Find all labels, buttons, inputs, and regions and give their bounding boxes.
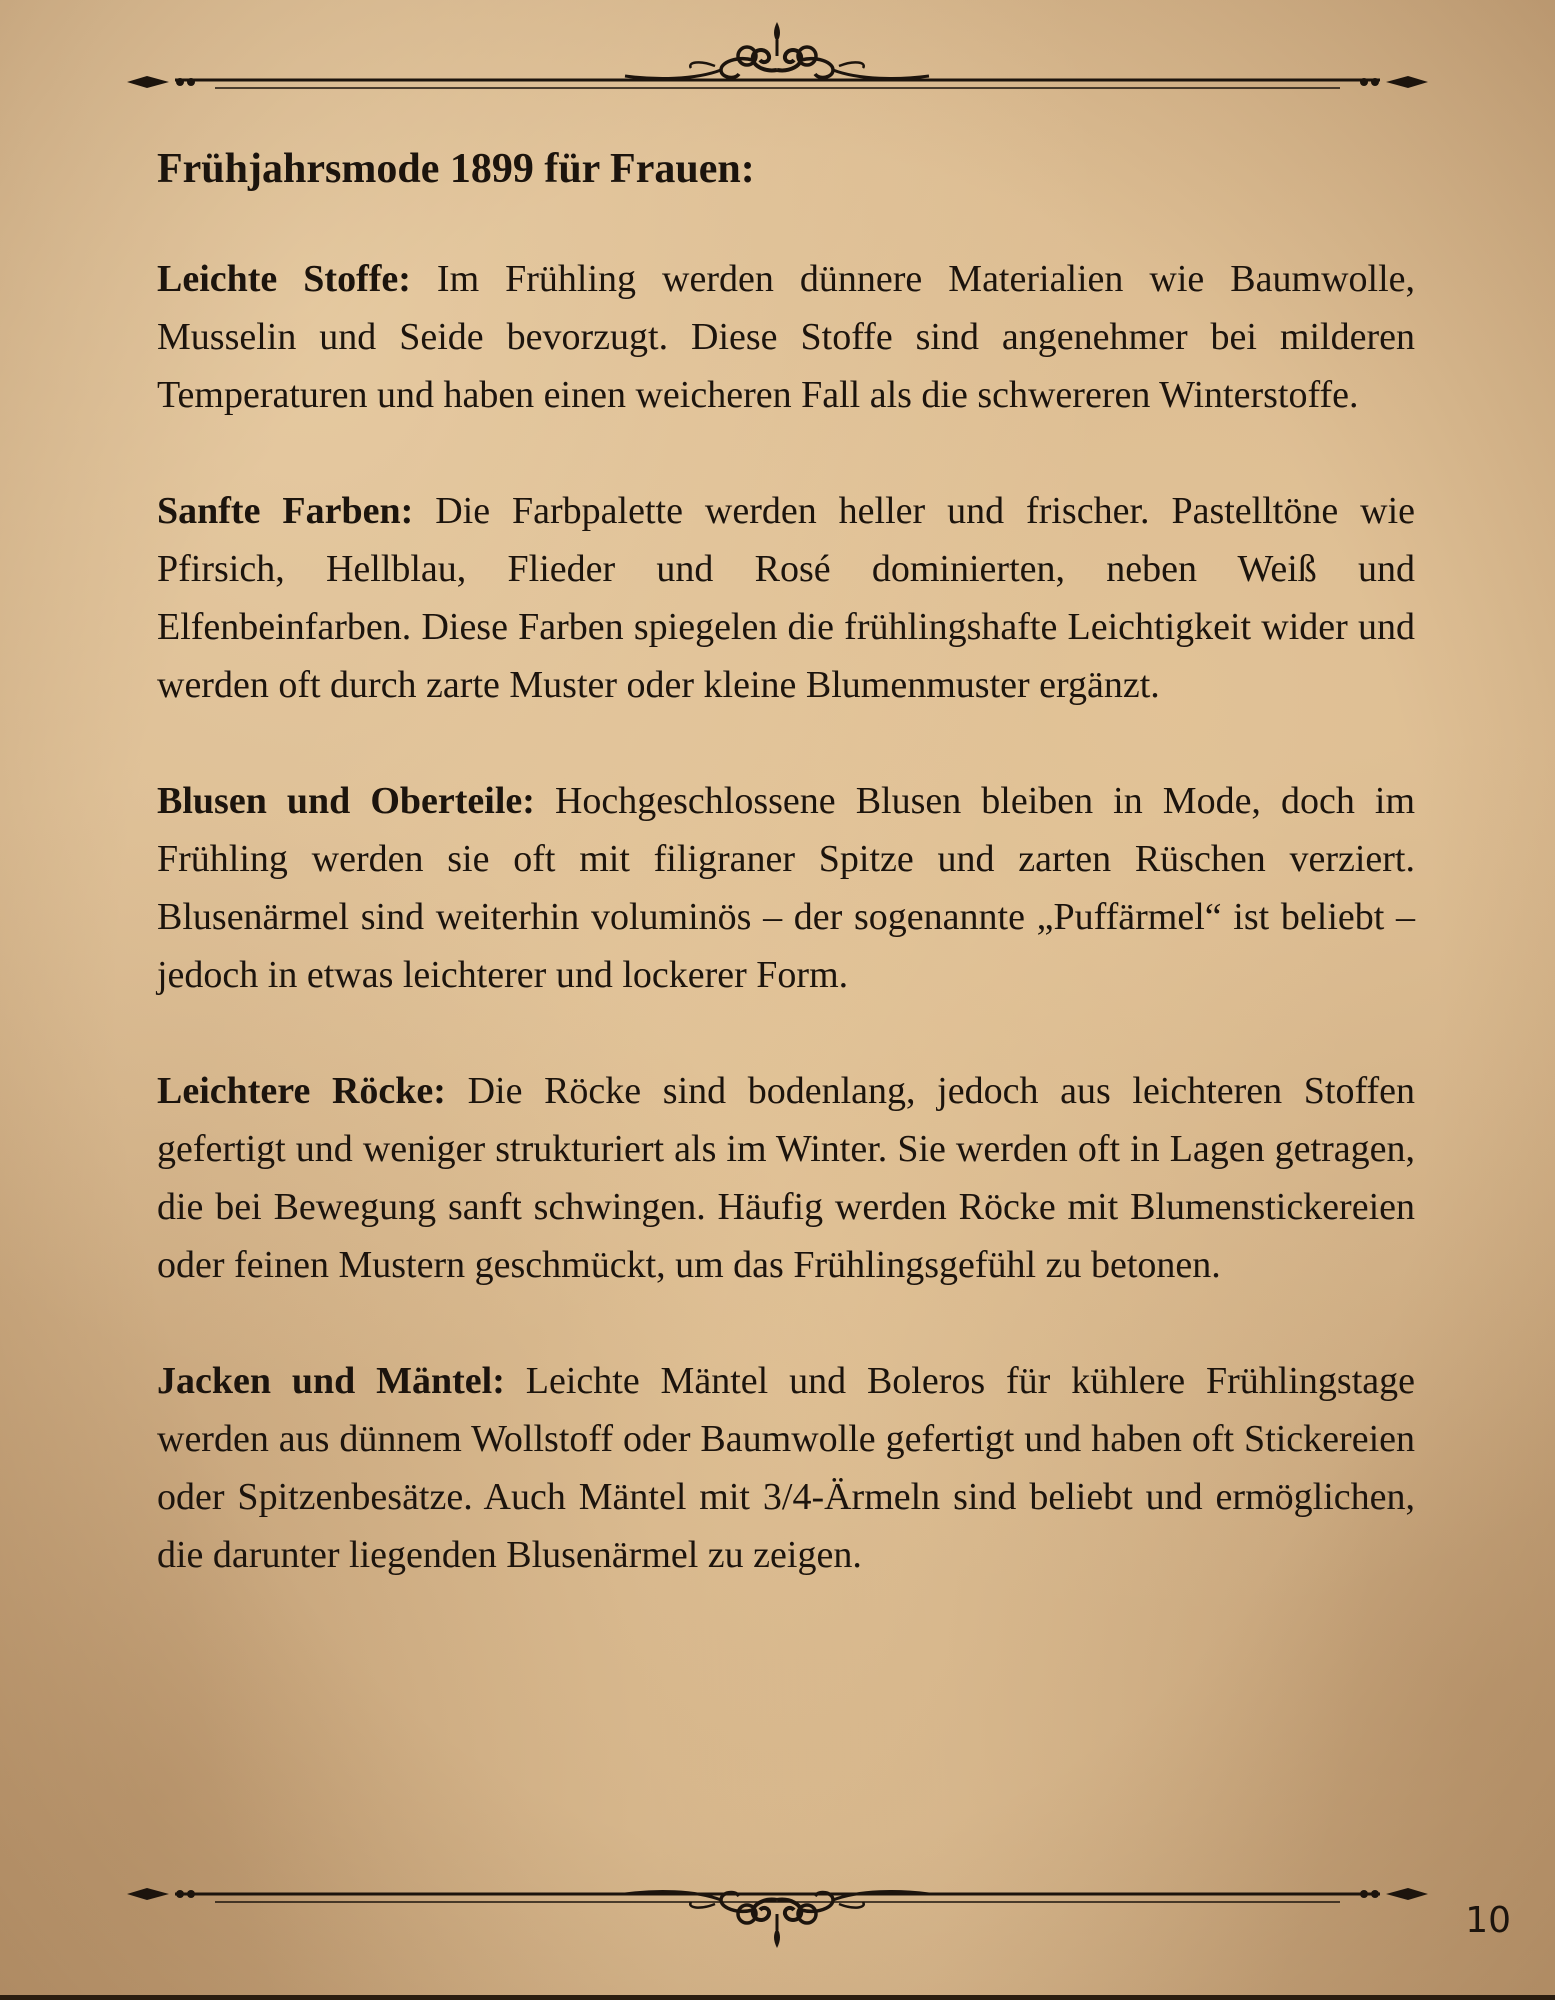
page-number: 10 [1465, 1900, 1511, 1941]
section-blusen-und-oberteile [157, 772, 1415, 1004]
section-term: Jacken und Mäntel: [157, 1360, 505, 1402]
top-flourish-divider-icon [125, 10, 1430, 100]
section-leichtere-roecke [157, 1062, 1415, 1294]
section-jacken-und-maentel [157, 1352, 1415, 1584]
section-leichte-stoffe [157, 250, 1415, 424]
section-term: Leichtere Röcke: [157, 1070, 446, 1112]
section-text: Hochgeschlossene Blusen bleiben in Mode, doch im Frühling werden sie oft mit filigraner Spitze und zarten Rüschen verziert. Blusenärmel sind weiterhin voluminös – der sogenannte „Puffärmel“ ist beliebt – jedoch in etwas leichterer und lockerer Form. [157, 780, 1416, 996]
section-text: Die Röcke sind bodenlang, jedoch aus leichteren Stoffen gefertigt und weniger strukturiert als im Winter. Sie werden oft in Lagen getragen, die bei Bewegung sanft schwingen. Häufig werden Röcke mit Blumenstickereien oder feinen Mustern geschmückt, um das Frühlingsgefühl zu betonen. [157, 1070, 1415, 1286]
section-sanfte-farben [157, 482, 1415, 714]
section-term: Sanfte Farben: [157, 490, 414, 532]
bottom-flourish-divider-icon [125, 1870, 1430, 1960]
section-term: Leichte Stoffe: [157, 258, 411, 300]
bottom-border-line [0, 1995, 1555, 2000]
section-term: Blusen und Oberteile: [157, 780, 535, 822]
section-text: Im Frühling werden dünnere Materialien wie Baumwolle, Musselin und Seide bevorzugt. Diese Stoffe sind angenehmer bei milderen Temperaturen und haben einen weicheren Fall als die schwereren Winterstoffe. [157, 258, 1415, 416]
page-title: Frühjahrsmode 1899 für Frauen: [157, 146, 755, 192]
section-text: Leichte Mäntel und Boleros für kühlere Frühlingstage werden aus dünnem Wollstoff oder Baumwolle gefertigt und haben oft Stickereien oder Spitzenbesätze. Auch Mäntel mit 3/4-Ärmeln sind beliebt und ermöglichen, die darunter liegenden Blusenärmel zu zeigen. [157, 1360, 1415, 1576]
section-text: Die Farbpalette werden heller und frischer. Pastelltöne wie Pfirsich, Hellblau, Flieder und Rosé dominierten, neben Weiß und Elfenbeinfarben. Diese Farben spiegelen die frühlingshafte Leichtigkeit wider und werden oft durch zarte Muster oder kleine Blumenmuster ergänzt. [157, 490, 1416, 706]
page-content [157, 130, 1415, 1642]
